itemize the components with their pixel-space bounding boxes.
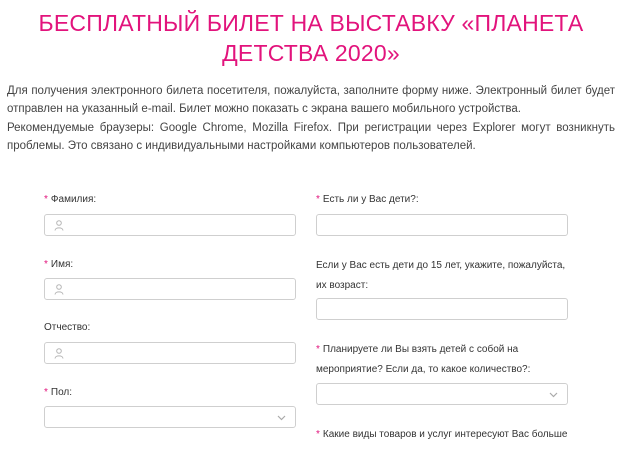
- take-children-select[interactable]: [316, 383, 568, 405]
- has-children-field[interactable]: [316, 214, 568, 236]
- take-children-label-line2: мероприятие? Если да, то какое количество?:: [316, 364, 531, 375]
- gender-select[interactable]: [44, 406, 296, 428]
- browser-note-paragraph: Рекомендуемые браузеры: Google Chrome, Mozilla Firefox. При регистрации через Explorer могут возникнуть проблемы. Это связано с индивидуальными настройками компьютеров пользователей.: [7, 122, 615, 152]
- patronymic-label: Отчество:: [44, 322, 91, 333]
- required-mark: *: [44, 259, 48, 270]
- gender-label: * Пол:: [44, 387, 73, 398]
- required-mark: *: [316, 344, 320, 355]
- page-title-line2: ДЕТСТВА 2020»: [222, 40, 400, 66]
- page-title-line1: БЕСПЛАТНЫЙ БИЛЕТ НА ВЫСТАВКУ «ПЛАНЕТА: [38, 10, 584, 36]
- page-title: [0, 8, 622, 68]
- take-children-label: * Планируете ли Вы взять детей с собой на: [316, 344, 519, 355]
- chevron-down-icon: [277, 413, 286, 422]
- intro-paragraph: Для получения электронного билета посетителя, пожалуйста, заполните форму ниже. Электронный билет будет отправлен на указанный e-mail. Билет можно показать с экрана вашего мобильного устройства.: [7, 85, 615, 115]
- required-mark: *: [316, 194, 320, 205]
- name-field[interactable]: [44, 278, 296, 300]
- children-age-label: Если у Вас есть дети до 15 лет, укажите, пожалуйста,: [316, 260, 566, 271]
- children-age-field[interactable]: [316, 298, 568, 320]
- patronymic-field[interactable]: [44, 342, 296, 364]
- interests-label: * Какие виды товаров и услуг интересуют Вас больше: [316, 429, 568, 440]
- required-mark: *: [44, 194, 48, 205]
- has-children-label: * Есть ли у Вас дети?:: [316, 194, 419, 205]
- surname-field[interactable]: [44, 214, 296, 236]
- user-icon: [54, 284, 64, 295]
- chevron-down-icon: [549, 390, 558, 399]
- required-mark: *: [44, 387, 48, 398]
- surname-label: * Фамилия:: [44, 194, 97, 205]
- children-age-label-line2: их возраст:: [316, 280, 369, 291]
- user-icon: [54, 348, 64, 359]
- user-icon: [54, 220, 64, 231]
- required-mark: *: [316, 429, 320, 440]
- name-label: * Имя:: [44, 259, 74, 270]
